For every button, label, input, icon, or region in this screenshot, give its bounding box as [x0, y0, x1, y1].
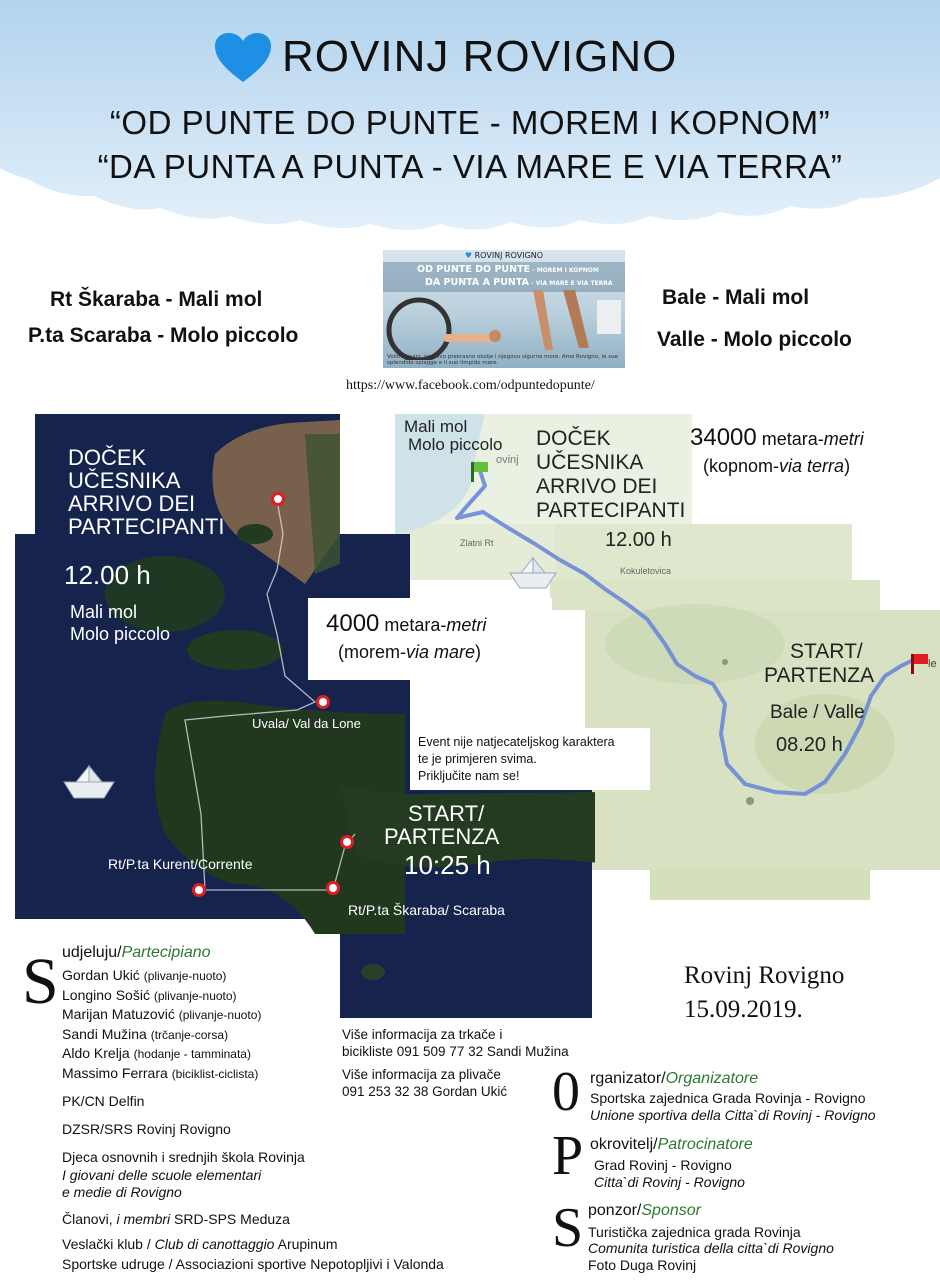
sponsor-line1: Turistička zajednica grada Rovinja: [588, 1224, 801, 1240]
poster-line1-b: - MOREM I KOPNOM: [530, 267, 599, 274]
land-start-time: 08.20 h: [776, 734, 843, 756]
sea-kurent-label: Rt/P.ta Kurent/Corrente: [108, 856, 253, 872]
event-note-l3: Priključite nam se!: [418, 769, 520, 783]
patron-line1: Grad Rovinj - Rovigno: [594, 1157, 732, 1173]
land-distance-number: 34000: [690, 424, 757, 451]
sea-start-l1: START/: [408, 801, 485, 826]
patron-heading-hr: okrovitelj/: [590, 1136, 658, 1153]
sea-distance-unit: metara-: [379, 615, 447, 635]
route-sea-hr: Rt Škaraba - Mali mol: [50, 288, 263, 311]
land-distance: [690, 424, 864, 452]
participant-name: Massimo Ferrara: [62, 1064, 172, 1081]
participant-name: Sandi Mužina: [62, 1025, 151, 1042]
participants-heading: [62, 944, 211, 962]
participant-item: [62, 986, 261, 1006]
sea-start-time: 10:25 h: [404, 850, 491, 880]
land-distance-sub-a: (kopnom-: [703, 456, 780, 476]
sea-arrival-place-it: Molo piccolo: [70, 624, 171, 644]
land-arrival-l3: ARRIVO DEI: [536, 475, 658, 498]
poster-footer: Volim Rovinj, njegovo prekrasno okolje i njegovu sigurno more. Amo Rovigno, le sue splendide spiagge e il suo limpido mare.: [387, 354, 619, 366]
land-distance-sub: [703, 456, 850, 477]
sea-arrival-l3: ARRIVO DEI: [68, 491, 196, 516]
swimmers-info-l1: Više informacija za plivače: [342, 1067, 501, 1082]
land-map-le-label: le: [928, 658, 937, 670]
runners-info-l2: bicikliste 091 509 77 32 Sandi Mužina: [342, 1044, 569, 1059]
sea-start-l2: PARTENZA: [384, 824, 500, 849]
sea-distance-callout: [308, 598, 552, 680]
sponsor-heading-it: Sponsor: [641, 1202, 701, 1219]
sponsor-line2: Comunita turistica della citta`di Rovigno: [588, 1240, 834, 1256]
group-clanovi: [62, 1210, 290, 1229]
patron-line2: Citta`di Rovinj - Rovigno: [594, 1174, 745, 1190]
sea-distance-number: 4000: [326, 610, 380, 637]
poster-photo-graphic: [383, 290, 625, 360]
participant-role: (plivanje-nuoto): [178, 1008, 262, 1022]
group-djeca: Djeca osnovnih i srednjih škola Rovinja: [62, 1149, 305, 1165]
route-land-it: Valle - Molo piccolo: [657, 328, 852, 351]
participants-heading-it: Partecipiano: [121, 944, 211, 961]
group-giovani-l2: e medie di Rovigno: [62, 1184, 182, 1200]
participant-item: [62, 1044, 261, 1064]
sponsor-initial: S: [552, 1197, 584, 1259]
sea-uvala-label: Uvala/ Val da Lone: [252, 716, 361, 731]
land-arrival-time: 12.00 h: [605, 529, 672, 551]
sea-arrival-time: 12.00 h: [64, 560, 151, 590]
participants-heading-hr: udjeluju/: [62, 944, 122, 961]
organizer-initial: 0: [552, 1061, 580, 1123]
group-clanovi-a: Članovi,: [62, 1211, 117, 1227]
page-title: ROVINJ ROVIGNO: [282, 32, 678, 81]
organizer-heading: [590, 1070, 758, 1088]
sea-arrival-l2: UČESNIKA: [68, 468, 181, 493]
paper-boat-icon: [62, 764, 116, 800]
group-dzsr: DZSR/SRS Rovinj Rovigno: [62, 1121, 231, 1137]
paper-boat-icon: [508, 556, 558, 590]
group-veslacki-a: Veslački klub /: [62, 1236, 155, 1252]
marker-scaraba: [326, 881, 340, 895]
sea-distance-sub-a: (morem-: [338, 642, 406, 662]
sea-distance-unit-it: metri: [446, 615, 487, 635]
sea-distance-sub: [338, 642, 481, 663]
poster-line1-a: OD PUNTE DO PUNTE: [417, 264, 531, 275]
land-distance-sub-c: ): [844, 456, 851, 476]
participant-role: (hodanje - tamminata): [133, 1047, 251, 1061]
sea-arrival-l4: PARTECIPANTI: [68, 514, 225, 539]
land-arrival-l4: PARTECIPANTI: [536, 499, 686, 522]
group-veslacki-b: Club di canottaggio: [154, 1236, 275, 1252]
sponsor-heading-hr: ponzor/: [588, 1202, 642, 1219]
poster-line1: [417, 264, 599, 275]
participants-initial: S: [22, 945, 59, 1018]
marker-start-skaraba: [340, 835, 354, 849]
land-distance-sub-b: via terra: [779, 456, 845, 476]
poster-line2-b: - VIA MARE E VIA TERRA: [528, 280, 613, 287]
land-start-l1: START/: [790, 640, 863, 663]
poster-brand: [383, 251, 625, 260]
route-sea-it: P.ta Scaraba - Molo piccolo: [28, 324, 299, 347]
facebook-link[interactable]: https://www.facebook.com/odpuntedopunte/: [346, 378, 595, 393]
organizer-line1: Sportska zajednica Grada Rovinja - Rovigno: [590, 1090, 866, 1106]
land-molo-piccolo: Molo piccolo: [408, 435, 503, 454]
participant-name: Gordan Ukić: [62, 967, 144, 983]
sponsor-line3: Foto Duga Rovinj: [588, 1257, 697, 1273]
poster-line2: [425, 277, 613, 288]
organizer-heading-hr: rganizator/: [590, 1070, 666, 1087]
participant-item: [62, 1005, 261, 1025]
land-arrival-l2: UČESNIKA: [536, 451, 644, 474]
group-veslacki-c: Arupinum: [274, 1236, 338, 1252]
event-note-l2: te je primjeren svima.: [418, 752, 537, 766]
participant-role: (trčanje-corsa): [150, 1027, 229, 1042]
participant-name: Aldo Krelja: [62, 1045, 134, 1061]
swimmers-info: [342, 1066, 507, 1100]
poster-heart-icon: ♥: [464, 251, 473, 260]
sea-distance-sub-b: via mare: [406, 642, 476, 662]
sea-arrival-place-hr: Mali mol: [70, 602, 138, 622]
organizer-line2: Unione sportiva della Citta`di Rovinj - Rovigno: [590, 1107, 876, 1123]
participant-role: (plivanje-nuoto): [143, 969, 227, 983]
sea-distance: [326, 610, 486, 638]
land-start-l2: PARTENZA: [764, 664, 875, 687]
event-note-callout: [410, 728, 650, 790]
group-clanovi-c: SRD-SPS Meduza: [170, 1211, 290, 1227]
participant-item: [62, 1064, 261, 1084]
participant-name: Longino Sošić: [62, 986, 154, 1003]
sea-arrival-l1: DOČEK: [68, 445, 147, 470]
event-note-l1: Event nije natjecateljskog karaktera: [418, 735, 615, 749]
sea-scaraba-label: Rt/P.ta Škaraba/ Scaraba: [348, 902, 505, 918]
marker-mali-mol: [271, 492, 285, 506]
participant-role: (plivanje-nuoto): [153, 988, 237, 1003]
patron-heading: [590, 1136, 753, 1154]
group-veslacki: [62, 1235, 338, 1254]
poster-brand-text: ROVINJ ROVIGNO: [474, 251, 544, 260]
heart-icon: [214, 32, 272, 84]
patron-heading-it: Patrocinatore: [657, 1136, 753, 1153]
runners-info-l1: Više informacija za trkače i: [342, 1027, 503, 1042]
land-distance-unit-it: metri: [823, 429, 864, 449]
patron-initial: P: [552, 1125, 584, 1187]
subtitle-italian: “DA PUNTA A PUNTA - VIA MARE E VIA TERRA”: [97, 148, 843, 185]
participants-list: [62, 966, 261, 1083]
organizer-heading-it: Organizatore: [665, 1070, 759, 1087]
group-giovani-l1: I giovani delle scuole elementari: [62, 1167, 262, 1183]
land-start-place: Bale / Valle: [770, 702, 865, 723]
group-delfin: PK/CN Delfin: [62, 1093, 145, 1109]
sea-distance-sub-c: ): [475, 642, 482, 662]
poster-thumbnail: [383, 250, 625, 368]
land-map-rovinj-label: ovinj: [496, 454, 519, 466]
group-udruge: Sportske udruge / Associazioni sportive Nepotopljivi i Valonda: [62, 1256, 444, 1272]
swimmers-info-l2: 091 253 32 38 Gordan Ukić: [342, 1084, 508, 1099]
participant-item: [62, 1025, 261, 1045]
runners-info: [342, 1026, 569, 1060]
event-date: 15.09.2019.: [684, 996, 803, 1023]
land-map-zlatni-label: Zlatni Rt: [460, 538, 494, 548]
land-mali-mol: Mali mol: [404, 417, 468, 436]
subtitle-croatian: “OD PUNTE DO PUNTE - MOREM I KOPNOM”: [109, 104, 831, 141]
poster-line2-a: DA PUNTA A PUNTA: [425, 277, 529, 288]
marker-uvala: [316, 695, 330, 709]
land-distance-unit: metara-: [756, 429, 824, 449]
participant-name: Marijan Matuzović: [62, 1006, 179, 1022]
group-clanovi-b: i membri: [116, 1211, 171, 1227]
event-note: [418, 734, 615, 785]
event-place: Rovinj Rovigno: [684, 962, 845, 989]
route-land-hr: Bale - Mali mol: [662, 286, 810, 309]
land-arrival-l1: DOČEK: [536, 427, 611, 450]
sponsor-heading: [588, 1202, 701, 1220]
land-map-kokuletovica-label: Kokuletovica: [620, 566, 672, 576]
participant-item: [62, 966, 261, 986]
participant-role: (biciklist-ciclista): [171, 1066, 259, 1081]
marker-kurent: [192, 883, 206, 897]
